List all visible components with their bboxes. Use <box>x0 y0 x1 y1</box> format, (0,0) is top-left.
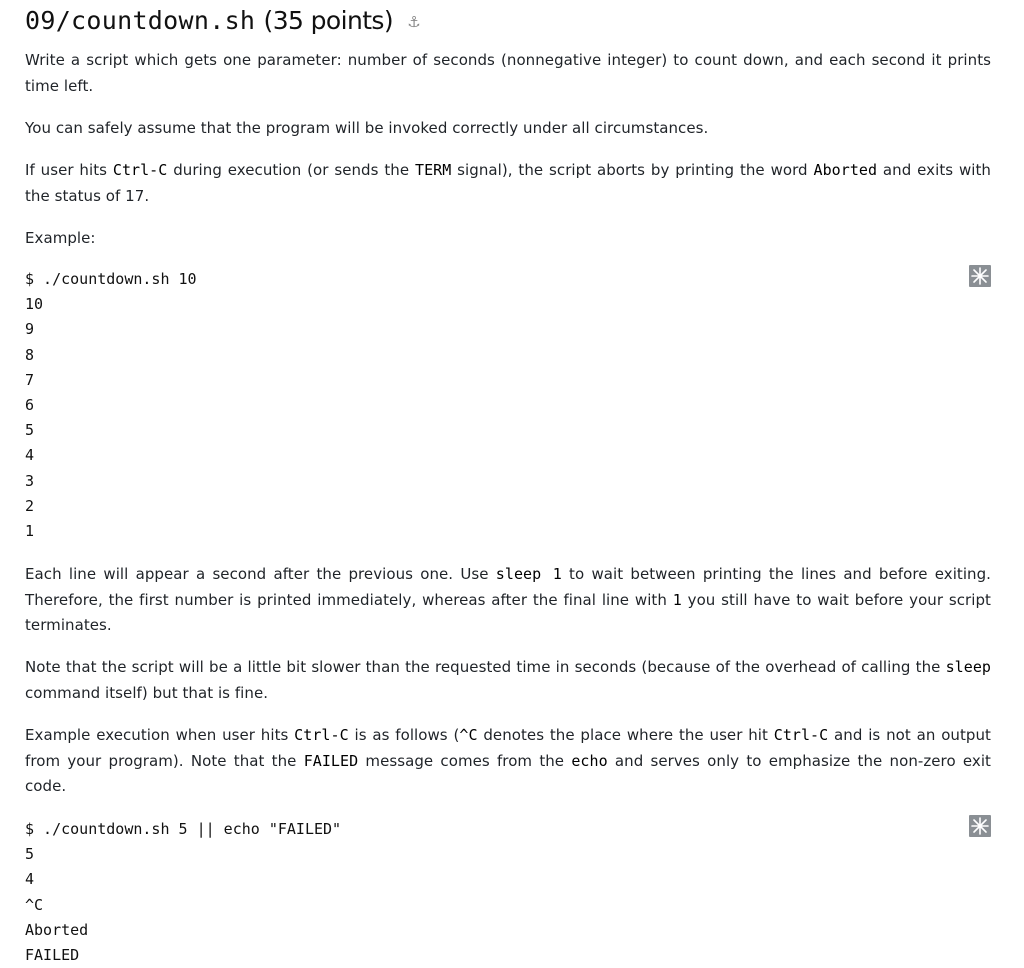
paragraph-abort: If user hits Ctrl-C during execution (or sends the TERM signal), the script aborts by printing the word Aborted and exits with the status of 17. <box>25 161 991 205</box>
code-ctrl-c: Ctrl-C <box>294 726 349 744</box>
code-term: TERM <box>414 161 452 179</box>
heading-script-name: 09/countdown.sh <box>25 6 256 35</box>
copy-code-button[interactable] <box>969 815 991 837</box>
code-block-text: $ ./countdown.sh 10 10 9 8 7 6 5 4 3 2 1 <box>25 270 197 541</box>
code-ctrl-c: Ctrl-C <box>773 726 829 744</box>
section-heading <box>25 4 421 38</box>
paragraph-example-label: Example: <box>25 229 96 247</box>
paragraph-overhead: Note that the script will be a little bit slower than the requested time in seconds (because of the overhead of calling the sleep command itself) but that is fine. <box>25 658 991 702</box>
code-ctrl-c: Ctrl-C <box>112 161 168 179</box>
code-sleep-1: sleep 1 <box>495 565 562 583</box>
code-aborted: Aborted <box>813 161 878 179</box>
code-echo: echo <box>571 751 608 770</box>
paragraph-intro: Write a script which gets one parameter: number of seconds (nonnegative integer) to count down, and each second it prints time left. <box>25 51 991 95</box>
copy-icon <box>969 265 991 287</box>
paragraph-ctrl-c-example: Example execution when user hits Ctrl-C is as follows (^C denotes the place where the user hit Ctrl-C and is not an output from your program). Note that the FAILED message comes from the echo and serves only to emphasize the non-zero exit code. <box>25 726 991 795</box>
code-block-example-1 <box>25 267 991 544</box>
code-block-text: $ ./countdown.sh 5 || echo "FAILED" 5 4 ^C Aborted FAILED <box>25 820 342 965</box>
code-one: 1 <box>672 590 682 609</box>
paragraph-assumption: You can safely assume that the program will be invoked correctly under all circumstances. <box>25 119 709 137</box>
code-block-example-2 <box>25 817 991 968</box>
code-sleep: sleep <box>945 658 991 676</box>
heading-points: (35 points) <box>263 6 393 35</box>
paragraph-timing: Each line will appear a second after the previous one. Use sleep 1 to wait between printing the lines and before exiting. Therefore, the first number is printed immediately, whereas after the final line with 1 you still have to wait before your script terminates. <box>25 565 992 634</box>
code-failed: FAILED <box>303 751 359 770</box>
copy-icon <box>969 815 991 837</box>
code-caret-c: ^C <box>459 726 478 744</box>
copy-code-button[interactable] <box>969 265 991 287</box>
anchor-link-icon[interactable]: ⚓ <box>407 12 421 31</box>
